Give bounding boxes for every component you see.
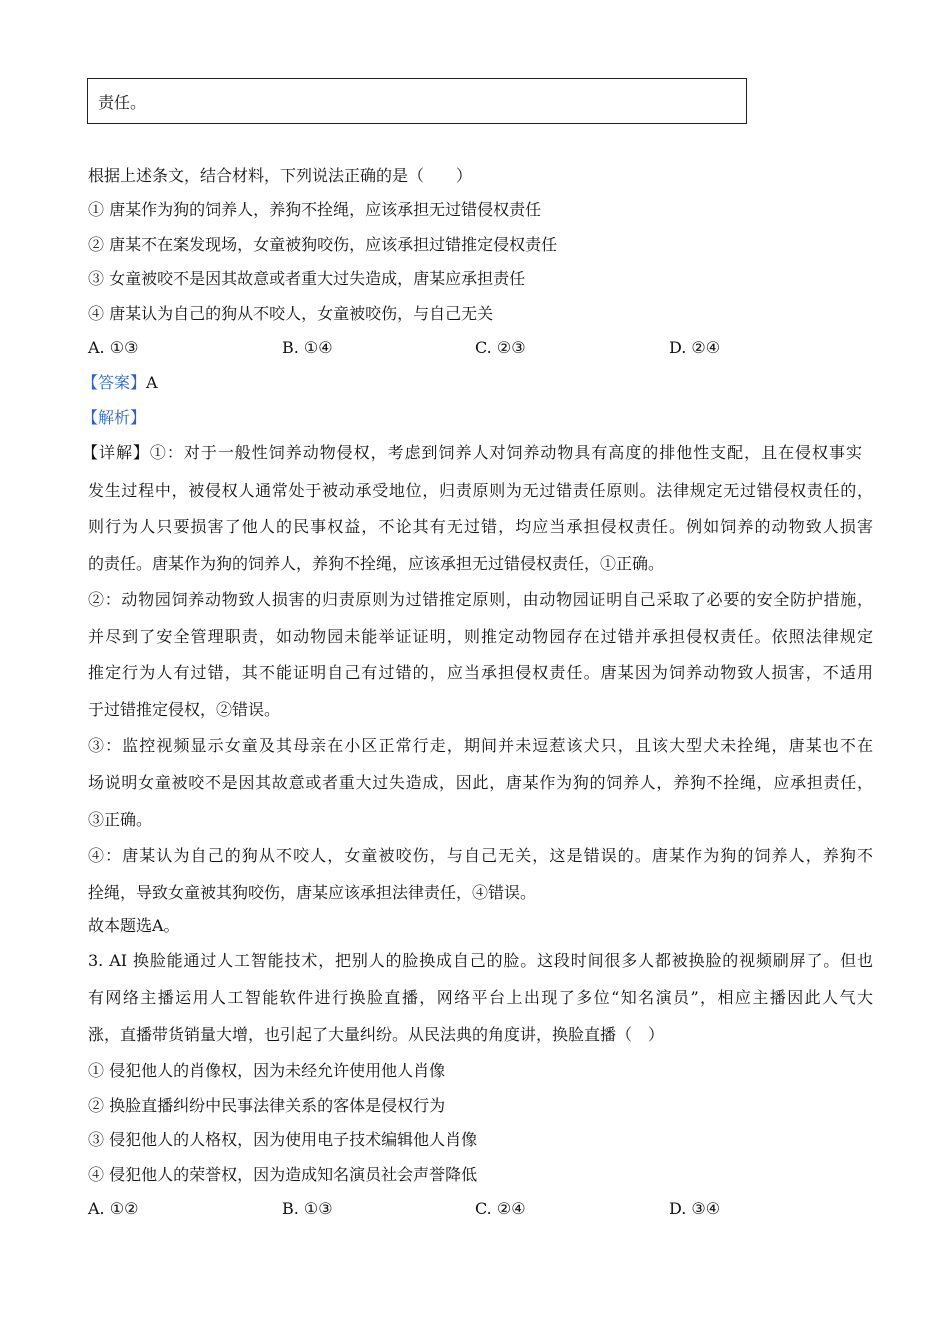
analysis-line: ③正确。 [88,810,153,829]
answer-label: 【答案】 [82,373,147,392]
analysis-line: 拴绳，导致女童被其狗咬伤，唐某应该承担法律责任，④错误。 [88,883,537,902]
statement-item: ④ 侵犯他人的荣誉权，因为造成知名演员社会声誉降低 [88,1165,478,1184]
analysis-line: 推定行为人有过错，其不能证明自己有过错的，应当承担侵权责任。唐某因为饲养动物致人损害，不适用 [88,663,873,682]
statement-item: ④ 唐某认为自己的狗从不咬人，女童被咬伤，与自己无关 [88,304,494,323]
detail-label: 【详解】 [82,443,150,462]
question-stem: 根据上述条文，结合材料，下列说法正确的是（ ） [88,166,473,185]
analysis-line: 发生过程中，被侵权人通常处于被动承受地位，归责原则为无过错责任原则。法律规定无过错侵权责任的， [88,481,873,500]
statement-item: ① 侵犯他人的肖像权，因为未经允许使用他人肖像 [88,1061,446,1080]
answer-option: C. ②④ [475,1199,526,1218]
analysis-line: 并尽到了安全管理职责，如动物园未能举证证明，则推定动物园存在过错并承担侵权责任。依照法律规定 [88,627,873,646]
analysis-line: ②：动物园饲养动物致人损害的归责原则为过错推定原则，由动物园证明自己采取了必要的安全防护措施， [88,590,873,609]
analysis-line: 的责任。唐某作为狗的饲养人，养狗不拴绳，应该承担无过错侵权责任，①正确。 [88,554,665,573]
answer-option: A. ①② [88,1199,139,1218]
statement-item: ③ 女童被咬不是因其故意或者重大过失造成，唐某应承担责任 [88,269,526,288]
analysis-line [82,443,862,463]
answer-option: D. ②④ [669,338,721,357]
question-stem-line: 有网络主播运用人工智能软件进行换脸直播，网络平台上出现了多位“知名演员”，相应主播因此人气大 [88,988,873,1007]
answer-option: B. ①④ [282,338,333,357]
analysis-line: 场说明女童被咬不是因其故意或者重大过失造成，因此，唐某作为狗的饲养人，养狗不拴绳，应承担责任， [88,773,873,792]
analysis-line: 则行为人只要损害了他人的民事权益，不论其有无过错，均应当承担侵权责任。例如饲养的动物致人损害 [88,517,873,536]
analysis-line: ③：监控视频显示女童及其母亲在小区正常行走，期间并未逗惹该犬只，且该大型犬未拴绳，唐某也不在 [88,736,873,755]
answer-option: C. ②③ [475,338,526,357]
statement-item: ① 唐某作为狗的饲养人，养狗不拴绳，应该承担无过错侵权责任 [88,200,542,219]
analysis-label: 【解析】 [82,408,147,427]
question-stem-line: 涨，直播带货销量大增，也引起了大量纠纷。从民法典的角度讲，换脸直播（ ） [88,1025,665,1044]
question-stem-line: 3. AI 换脸能通过人工智能技术，把别人的脸换成自己的脸。这段时间很多人都被换脸的视频刷屏了。但也 [88,951,873,970]
analysis-text: ①：对于一般性饲养动物侵权，考虑到饲养人对饲养动物具有高度的排他性支配，且在侵权事实 [149,443,862,462]
analysis-conclusion: 故本题选A。 [88,916,180,935]
quoted-text-box [87,78,747,124]
answer-option: B. ①③ [282,1199,333,1218]
statement-item: ③ 侵犯他人的人格权，因为使用电子技术编辑他人肖像 [88,1130,478,1149]
statement-item: ② 换脸直播纠纷中民事法律关系的客体是侵权行为 [88,1096,446,1115]
answer-line [82,373,158,393]
analysis-line: ④：唐某认为自己的狗从不咬人，女童被咬伤，与自己无关，这是错误的。唐某作为狗的饲养人，养狗不 [88,846,873,865]
analysis-line: 于过错推定侵权，②错误。 [88,700,281,719]
answer-value: A [146,373,158,392]
box-text: 责任。 [98,93,147,112]
answer-option: D. ③④ [669,1199,721,1218]
statement-item: ② 唐某不在案发现场，女童被狗咬伤，应该承担过错推定侵权责任 [88,235,558,254]
answer-option: A. ①③ [88,338,139,357]
